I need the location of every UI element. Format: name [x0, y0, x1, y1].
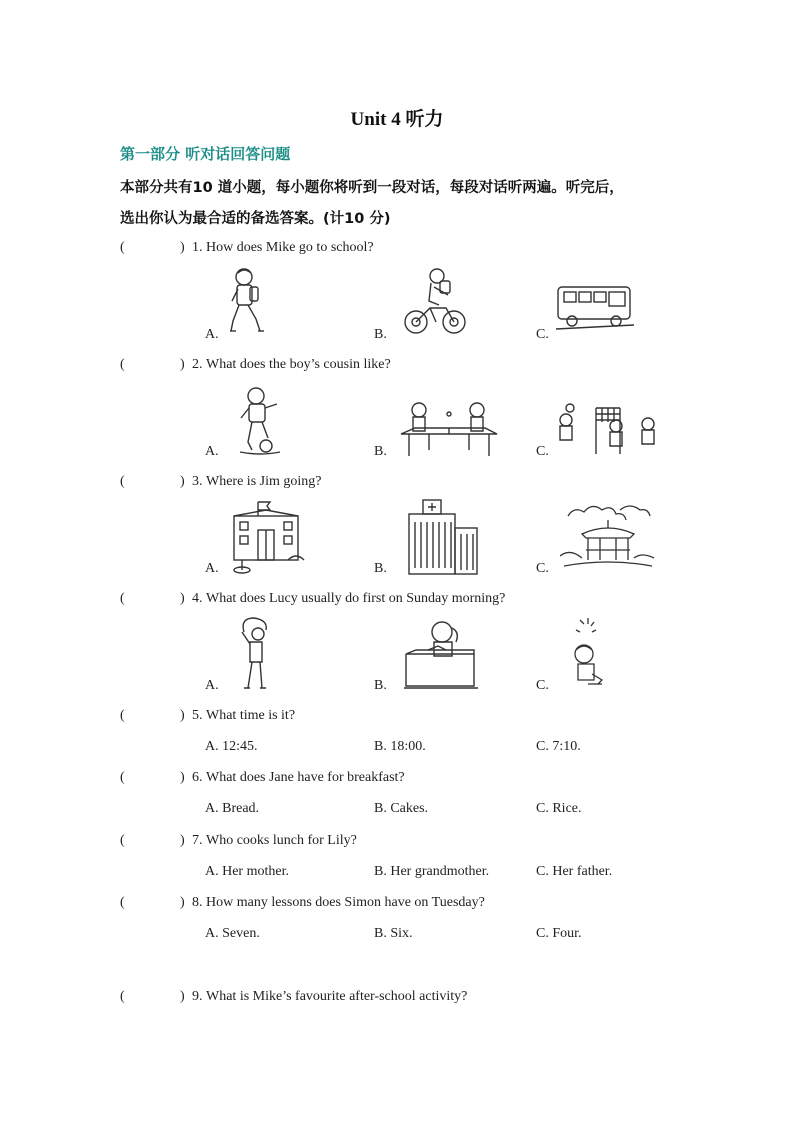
instructions-line-2: 选出你认为最合适的备选答案。(计10 分)	[120, 211, 391, 227]
volleyball-icon	[556, 400, 662, 456]
bicycle-rider-icon	[404, 267, 466, 337]
answer-blank-open[interactable]: (	[120, 833, 125, 848]
question-text: Who cooks lunch for Lily?	[206, 833, 357, 848]
answer-blank-open[interactable]: (	[120, 989, 125, 1004]
answer-blank-close: )	[180, 708, 185, 723]
question-text: What does the boy’s cousin like?	[206, 357, 391, 372]
answer-blank-open[interactable]: (	[120, 770, 125, 785]
answer-blank-open[interactable]: (	[120, 240, 125, 255]
answer-blank-open[interactable]: (	[120, 708, 125, 723]
question-text: What time is it?	[206, 708, 296, 723]
question-number: 9.	[192, 989, 203, 1004]
pavilion-park-icon	[560, 500, 656, 574]
option-a[interactable]: A. 12:45.	[205, 739, 258, 754]
option-a[interactable]: A. Bread.	[205, 801, 260, 816]
option-b[interactable]: B.	[374, 678, 387, 693]
option-a[interactable]: A.	[205, 444, 219, 459]
option-c[interactable]: C.	[536, 444, 549, 459]
question-text: Where is Jim going?	[206, 474, 322, 489]
football-player-icon	[236, 386, 284, 456]
option-c[interactable]: C. Her father.	[536, 864, 613, 879]
question-number: 4.	[192, 591, 203, 606]
answer-blank-close: )	[180, 833, 185, 848]
answer-blank-close: )	[180, 895, 185, 910]
question-number: 6.	[192, 770, 203, 785]
option-a[interactable]: A.	[205, 327, 219, 342]
option-b[interactable]: B. 18:00.	[374, 739, 426, 754]
option-c[interactable]: C.	[536, 561, 549, 576]
question-number: 8.	[192, 895, 203, 910]
answer-blank-close: )	[180, 357, 185, 372]
question-text: What does Lucy usually do first on Sunday morning?	[206, 591, 506, 606]
question-text: What does Jane have for breakfast?	[206, 770, 405, 785]
option-a[interactable]: A.	[205, 561, 219, 576]
answer-blank-close: )	[180, 770, 185, 785]
studying-girl-icon	[404, 618, 478, 690]
option-b[interactable]: B.	[374, 444, 387, 459]
exercising-girl-icon	[230, 616, 274, 692]
question-number: 5.	[192, 708, 203, 723]
question-text: What is Mike’s favourite after-school activity?	[206, 989, 468, 1004]
option-b[interactable]: B.	[374, 327, 387, 342]
page-title: Unit 4 听力	[350, 109, 444, 130]
option-a[interactable]: A. Seven.	[205, 926, 260, 941]
answer-blank-close: )	[180, 591, 185, 606]
option-c[interactable]: C. Four.	[536, 926, 582, 941]
tired-girl-icon	[566, 616, 606, 692]
question-number: 1.	[192, 240, 203, 255]
option-c[interactable]: C. 7:10.	[536, 739, 581, 754]
option-c[interactable]: C. Rice.	[536, 801, 582, 816]
question-text: How many lessons does Simon have on Tuesday?	[206, 895, 485, 910]
option-c[interactable]: C.	[536, 327, 549, 342]
bus-icon	[556, 283, 636, 331]
option-b[interactable]: B. Her grandmother.	[374, 864, 490, 879]
option-a[interactable]: A.	[205, 678, 219, 693]
instructions-line-1: 本部分共有10 道小题，每小题你将听到一段对话，每段对话听两遍。听完后，	[120, 180, 624, 196]
answer-blank-open[interactable]: (	[120, 895, 125, 910]
option-b[interactable]: B. Six.	[374, 926, 413, 941]
answer-blank-open[interactable]: (	[120, 474, 125, 489]
answer-blank-close: )	[180, 989, 185, 1004]
answer-blank-open[interactable]: (	[120, 591, 125, 606]
option-b[interactable]: B.	[374, 561, 387, 576]
question-text: How does Mike go to school?	[206, 240, 374, 255]
hospital-icon	[407, 498, 479, 576]
option-a[interactable]: A. Her mother.	[205, 864, 289, 879]
question-number: 2.	[192, 357, 203, 372]
answer-blank-close: )	[180, 474, 185, 489]
question-number: 7.	[192, 833, 203, 848]
question-number: 3.	[192, 474, 203, 489]
school-building-icon	[228, 500, 306, 576]
section-heading: 第一部分 听对话回答问题	[120, 145, 291, 163]
answer-blank-close: )	[180, 240, 185, 255]
answer-blank-open[interactable]: (	[120, 357, 125, 372]
walking-boy-icon	[226, 267, 268, 337]
option-c[interactable]: C.	[536, 678, 549, 693]
option-b[interactable]: B. Cakes.	[374, 801, 429, 816]
table-tennis-icon	[399, 400, 499, 460]
